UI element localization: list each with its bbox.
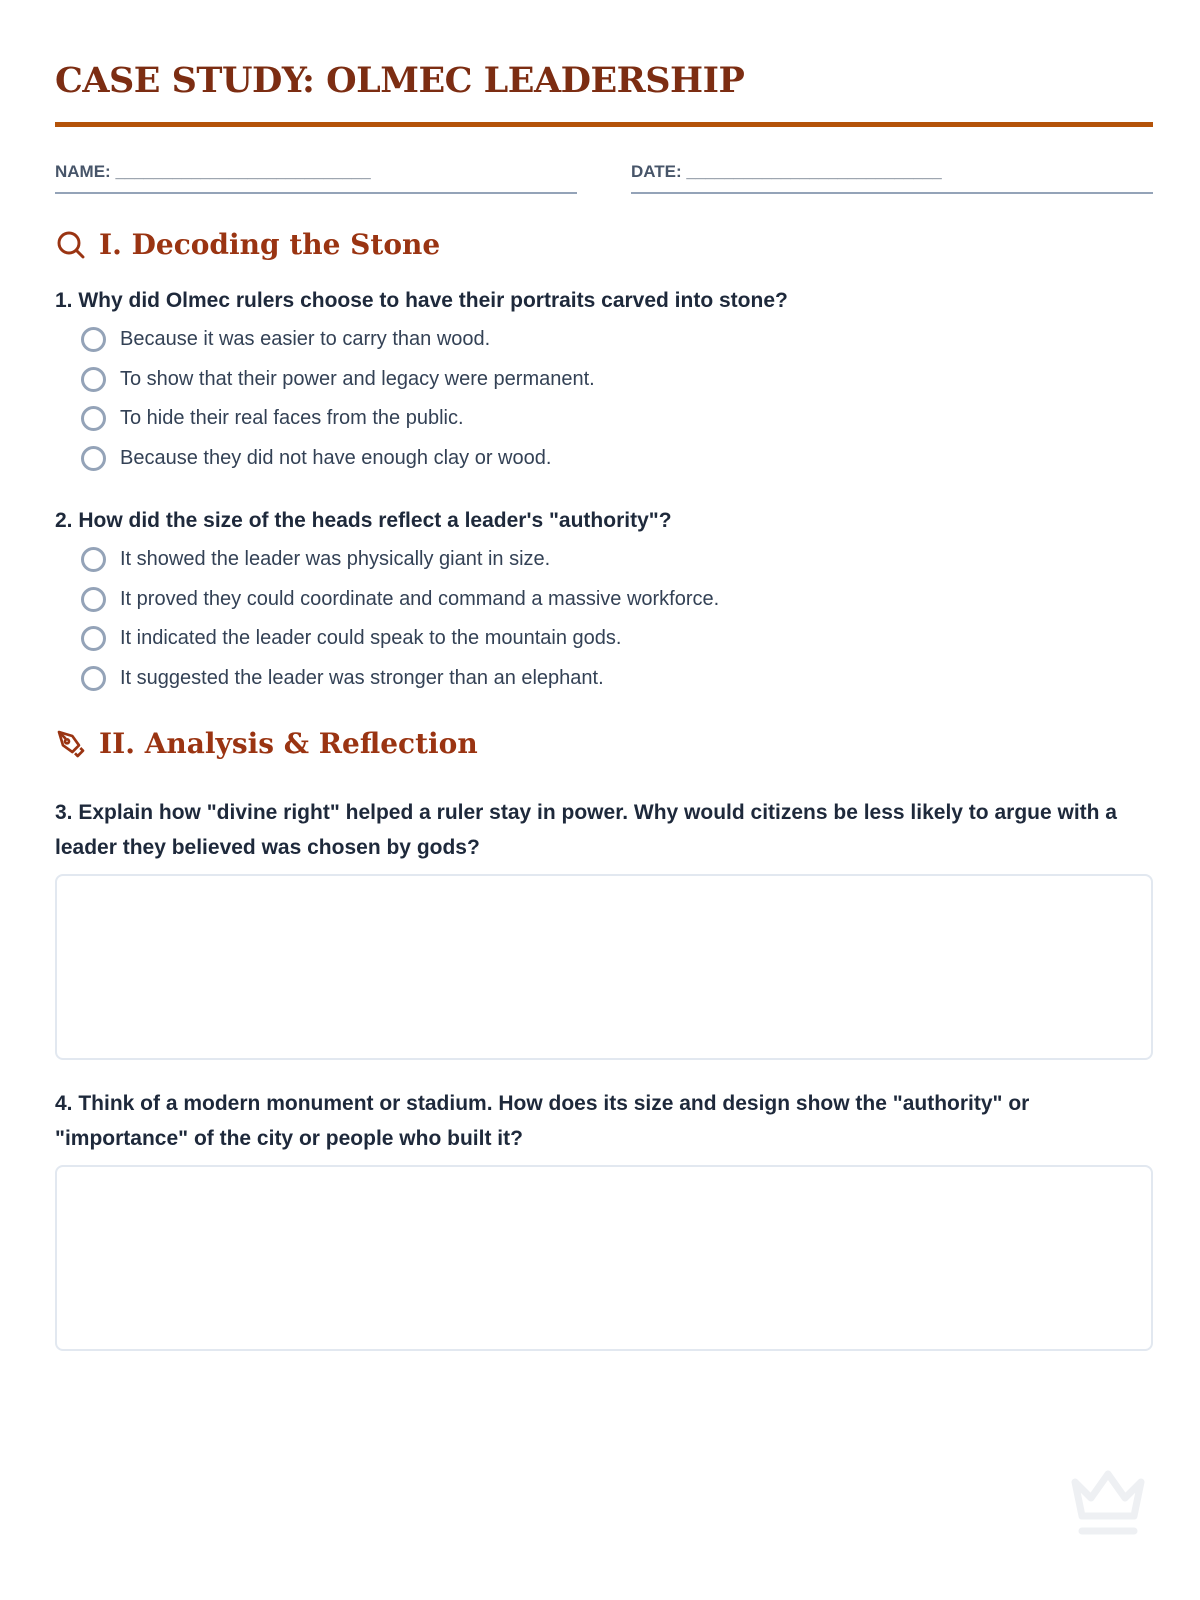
date-field[interactable]: DATE: ___________________________: [631, 162, 1153, 194]
pen-nib-icon: [55, 728, 87, 760]
search-icon: [55, 229, 87, 261]
answer-box-3[interactable]: [55, 874, 1153, 1060]
option-label: Because they did not have enough clay or wood.: [120, 447, 552, 469]
section-2-title: II. Analysis & Reflection: [99, 727, 478, 760]
crown-icon: [1070, 1470, 1146, 1540]
q1-option[interactable]: [81, 406, 464, 431]
section-1-heading: [55, 228, 440, 261]
option-label: Because it was easier to carry than wood.: [120, 328, 491, 350]
question-3: 3. Explain how "divine right" helped a ruler stay in power. Why would citizens be less likely to argue with a leader they believed was chosen by gods?: [55, 801, 1117, 859]
radio-button[interactable]: [81, 547, 106, 572]
section-2-heading: [55, 727, 478, 760]
option-label: To hide their real faces from the public.: [120, 407, 464, 429]
radio-button[interactable]: [81, 626, 106, 651]
answer-box-4[interactable]: [55, 1165, 1153, 1351]
name-field[interactable]: NAME: ___________________________: [55, 162, 577, 194]
q2-option[interactable]: [81, 666, 604, 691]
radio-button[interactable]: [81, 446, 106, 471]
option-label: It showed the leader was physically giant in size.: [120, 548, 551, 570]
q1-option[interactable]: [81, 327, 490, 352]
title-divider: [55, 122, 1153, 127]
page-title: CASE STUDY: OLMEC LEADERSHIP: [55, 60, 745, 101]
radio-button[interactable]: [81, 587, 106, 612]
option-label: It proved they could coordinate and command a massive workforce.: [120, 588, 720, 610]
q2-option[interactable]: [81, 547, 550, 572]
question-1: 1. Why did Olmec rulers choose to have their portraits carved into stone?: [55, 289, 788, 312]
radio-button[interactable]: [81, 406, 106, 431]
radio-button[interactable]: [81, 327, 106, 352]
question-2: 2. How did the size of the heads reflect a leader's "authority"?: [55, 509, 672, 532]
option-label: To show that their power and legacy were permanent.: [120, 368, 595, 390]
question-4: 4. Think of a modern monument or stadium. How does its size and design show the "authority" or "importance" of the city or people who built it?: [55, 1092, 1030, 1150]
q1-option[interactable]: [81, 446, 551, 471]
option-label: It suggested the leader was stronger than an elephant.: [120, 667, 604, 689]
q2-option[interactable]: [81, 587, 719, 612]
q2-option[interactable]: [81, 626, 621, 651]
q1-option[interactable]: [81, 367, 595, 392]
section-1-title: I. Decoding the Stone: [99, 228, 441, 261]
option-label: It indicated the leader could speak to the mountain gods.: [120, 627, 622, 649]
radio-button[interactable]: [81, 367, 106, 392]
radio-button[interactable]: [81, 666, 106, 691]
